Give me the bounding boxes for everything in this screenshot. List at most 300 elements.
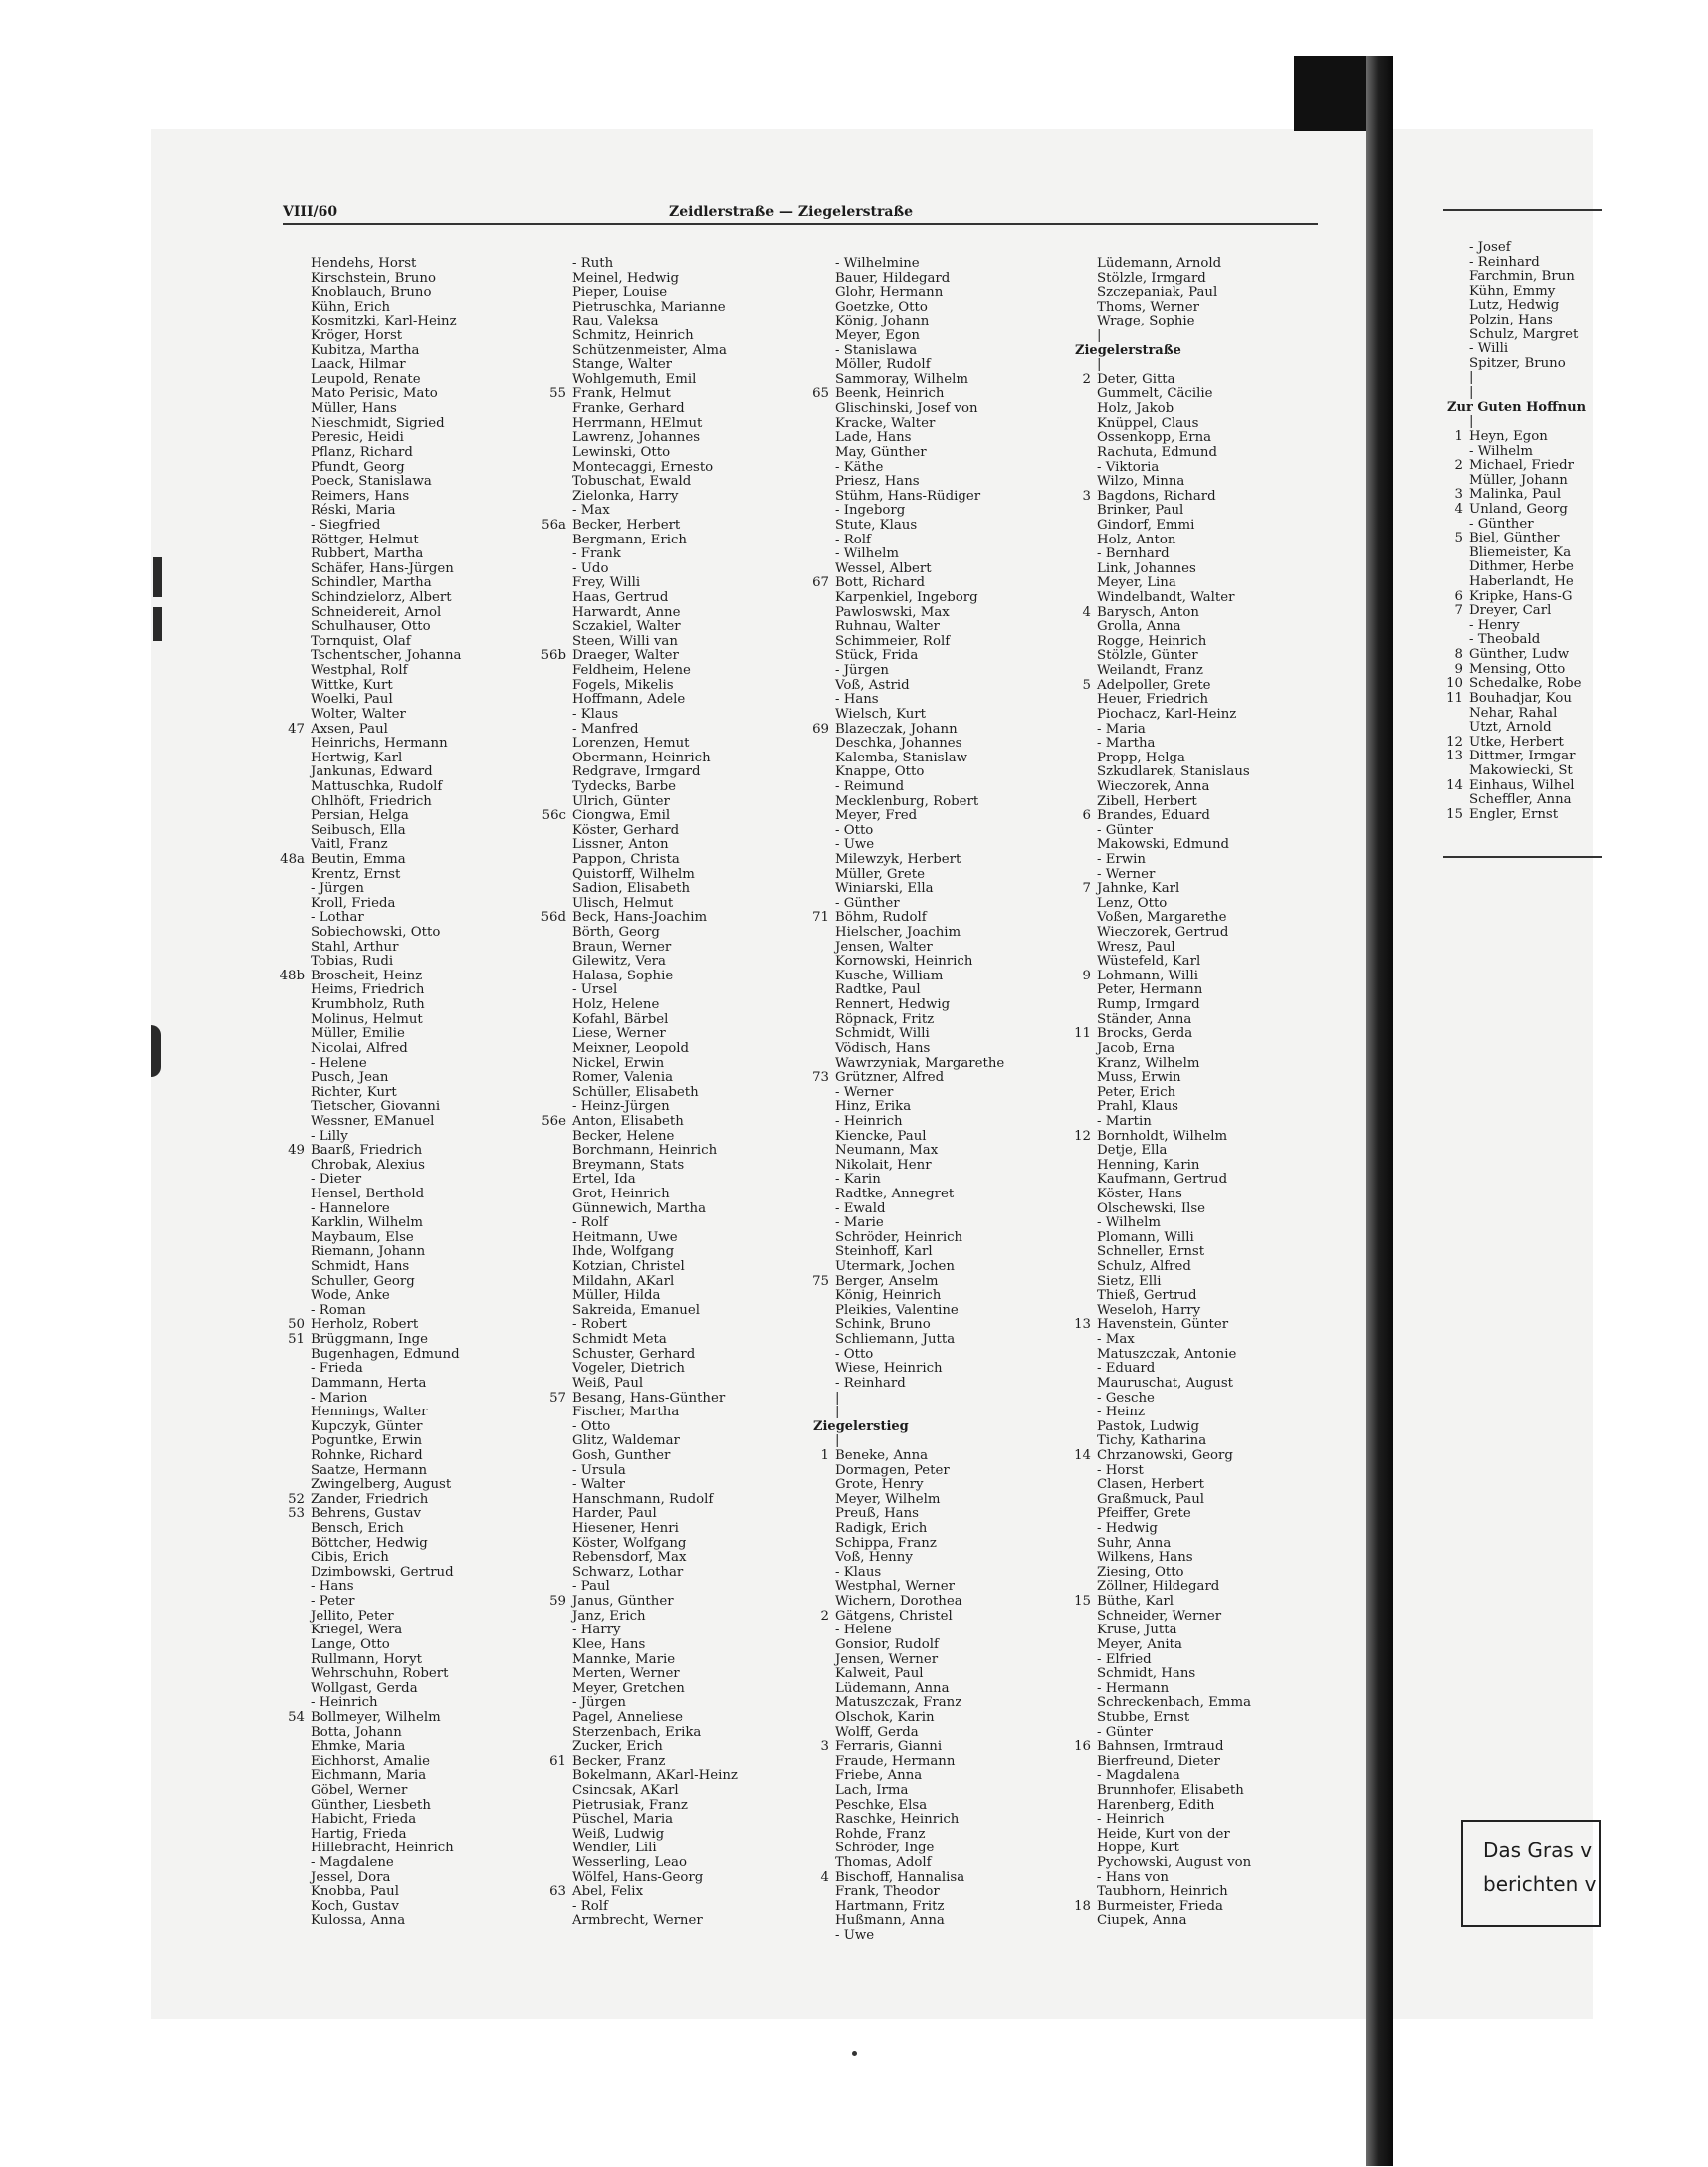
resident-entry xyxy=(813,882,1074,897)
resident-entry xyxy=(550,387,811,402)
house-number: 5 xyxy=(1454,531,1463,546)
resident-name: Holz, Helene xyxy=(572,997,660,1013)
resident-name: Thieß, Gertrud xyxy=(1097,1288,1197,1304)
resident-entry xyxy=(813,1464,1074,1479)
resident-name: Mato Perisic, Mato xyxy=(311,386,438,402)
resident-entry xyxy=(813,1362,1074,1377)
resident-name: Blazeczak, Johann xyxy=(835,721,958,737)
resident-name: Braun, Werner xyxy=(572,939,672,955)
resident-entry xyxy=(289,926,549,941)
resident-entry xyxy=(813,1929,1074,1944)
resident-name: Meyer, Egon xyxy=(835,328,921,344)
resident-name: - Hermann xyxy=(1097,1680,1170,1696)
resident-entry xyxy=(1075,519,1336,534)
resident-entry xyxy=(1075,955,1336,970)
resident-name: Bagdons, Richard xyxy=(1097,488,1216,504)
resident-name: | xyxy=(1469,370,1474,386)
resident-entry xyxy=(813,1275,1074,1290)
resident-name: Sterzenbach, Erika xyxy=(572,1724,702,1740)
resident-name: - Günter xyxy=(1097,1724,1154,1740)
house-number: 69 xyxy=(812,721,829,737)
resident-name: Rennert, Hedwig xyxy=(835,997,951,1013)
resident-entry xyxy=(1075,358,1336,373)
resident-entry xyxy=(1075,1595,1336,1610)
resident-entry xyxy=(1075,1667,1336,1682)
resident-name: Bokelmann, AKarl-Heinz xyxy=(572,1768,738,1784)
resident-name: Pflanz, Richard xyxy=(311,444,413,460)
resident-name: Voßen, Margarethe xyxy=(1097,910,1227,926)
resident-name: May, Günther xyxy=(835,444,927,460)
house-number: 10 xyxy=(1446,676,1463,692)
resident-entry xyxy=(289,1522,549,1537)
resident-name: Pfundt, Georg xyxy=(311,459,405,475)
resident-name: Schmidt, Hans xyxy=(311,1259,410,1275)
resident-entry xyxy=(289,1057,549,1072)
resident-name: - Marion xyxy=(311,1390,368,1406)
resident-entry xyxy=(550,1406,811,1420)
resident-entry xyxy=(1447,663,1708,678)
resident-name: Windelbandt, Walter xyxy=(1097,590,1235,606)
house-number: 4 xyxy=(820,1869,829,1885)
resident-entry xyxy=(550,1856,811,1871)
resident-entry xyxy=(550,1130,811,1145)
resident-name: Hennings, Walter xyxy=(311,1405,428,1420)
resident-entry xyxy=(813,809,1074,824)
resident-name: Bouhadjar, Kou xyxy=(1469,690,1572,706)
house-number: 13 xyxy=(1446,749,1463,764)
resident-entry xyxy=(550,344,811,359)
resident-entry xyxy=(1075,562,1336,577)
resident-name: Réski, Maria xyxy=(311,503,396,519)
house-number: 9 xyxy=(1454,661,1463,677)
resident-name: Böttcher, Hedwig xyxy=(311,1535,428,1551)
resident-entry xyxy=(1075,1624,1336,1638)
resident-entry xyxy=(289,723,549,738)
resident-name: Beneke, Anna xyxy=(835,1447,929,1463)
resident-entry xyxy=(1075,926,1336,941)
resident-entry xyxy=(289,387,549,402)
house-number: 2 xyxy=(1082,371,1091,387)
resident-name: Behrens, Gustav xyxy=(311,1506,422,1522)
resident-name: Kosmitzki, Karl-Heinz xyxy=(311,314,457,329)
resident-entry xyxy=(550,1638,811,1653)
resident-name: - Heinrich xyxy=(1097,1812,1165,1828)
resident-entry xyxy=(289,402,549,417)
resident-name: König, Johann xyxy=(835,314,930,329)
resident-name: Hartmann, Fritz xyxy=(835,1898,945,1914)
resident-name: Scheffler, Anna xyxy=(1469,792,1572,808)
resident-entry xyxy=(550,1289,811,1304)
resident-name: Schneider, Werner xyxy=(1097,1608,1222,1624)
resident-entry xyxy=(289,1784,549,1799)
resident-name: Wichern, Dorothea xyxy=(835,1594,962,1610)
resident-entry xyxy=(550,708,811,723)
resident-entry xyxy=(1075,1696,1336,1711)
resident-entry xyxy=(813,534,1074,548)
column-2 xyxy=(540,256,811,1929)
resident-name: Schindzielorz, Albert xyxy=(311,590,452,606)
resident-entry xyxy=(289,286,549,301)
resident-name: - Erwin xyxy=(1097,851,1146,867)
resident-name: Gätgens, Christel xyxy=(835,1608,953,1624)
resident-name: Taubhorn, Heinrich xyxy=(1097,1884,1228,1900)
resident-entry xyxy=(1075,1027,1336,1042)
resident-entry xyxy=(1447,415,1708,430)
resident-name: Jensen, Werner xyxy=(835,1651,939,1667)
resident-entry xyxy=(541,808,811,824)
resident-name: Jellito, Peter xyxy=(311,1608,394,1624)
resident-name: Kulossa, Anna xyxy=(311,1913,406,1929)
resident-name: Tobuschat, Ewald xyxy=(572,474,692,490)
resident-entry xyxy=(550,1260,811,1275)
resident-entry xyxy=(1447,736,1708,751)
resident-name: Jessel, Dora xyxy=(311,1869,391,1885)
resident-name: Schmidt Meta xyxy=(572,1332,667,1348)
resident-name: Schröder, Heinrich xyxy=(835,1229,963,1245)
resident-name: - Roman xyxy=(311,1302,366,1318)
resident-entry xyxy=(289,1610,549,1625)
resident-name: Steen, Willi van xyxy=(572,633,678,649)
ad-line: berichten v xyxy=(1483,1872,1597,1896)
resident-entry xyxy=(550,1042,811,1057)
resident-entry xyxy=(1075,591,1336,606)
resident-entry xyxy=(813,301,1074,316)
resident-name: Henning, Karin xyxy=(1097,1157,1200,1173)
resident-name: Kaufmann, Gertrud xyxy=(1097,1172,1228,1188)
resident-entry xyxy=(550,1711,811,1726)
house-number: 57 xyxy=(549,1390,566,1406)
resident-name: Link, Johannes xyxy=(1097,560,1196,576)
resident-name: Bierfreund, Dieter xyxy=(1097,1753,1220,1769)
resident-entry xyxy=(1075,765,1336,780)
resident-entry xyxy=(813,1478,1074,1493)
resident-entry xyxy=(289,1493,549,1508)
resident-entry xyxy=(1075,723,1336,738)
resident-entry xyxy=(813,1071,1074,1086)
resident-entry xyxy=(289,649,549,664)
resident-name: - Robert xyxy=(572,1317,627,1333)
resident-entry xyxy=(289,591,549,606)
resident-entry xyxy=(1447,328,1708,343)
resident-name: Hiesener, Henri xyxy=(572,1521,679,1537)
resident-entry xyxy=(550,1682,811,1697)
resident-entry xyxy=(1075,446,1336,461)
resident-entry xyxy=(289,1289,549,1304)
resident-name: Westphal, Rolf xyxy=(311,663,408,679)
resident-entry xyxy=(813,591,1074,606)
resident-name: - Siegfried xyxy=(311,517,381,533)
resident-name: Sobiechowski, Otto xyxy=(311,925,441,941)
resident-name: - Ewald xyxy=(835,1200,886,1216)
resident-name: Becker, Helene xyxy=(572,1128,675,1144)
resident-name: Hensel, Berthold xyxy=(311,1187,425,1201)
resident-entry xyxy=(289,1231,549,1246)
resident-entry xyxy=(813,286,1074,301)
resident-name: Schindler, Martha xyxy=(311,575,432,591)
resident-entry xyxy=(1075,1856,1336,1871)
resident-name: Glitz, Waldemar xyxy=(572,1433,680,1449)
resident-name: Adelpoller, Grete xyxy=(1097,677,1211,693)
resident-name: Voß, Astrid xyxy=(835,677,910,693)
resident-name: - Heinrich xyxy=(311,1695,378,1711)
resident-name: Schedalke, Robe xyxy=(1469,676,1582,692)
resident-name: - Wilhelm xyxy=(835,546,899,562)
resident-entry xyxy=(541,517,811,534)
resident-entry xyxy=(550,1100,811,1115)
resident-entry xyxy=(1075,780,1336,795)
house-number: 75 xyxy=(812,1273,829,1289)
resident-entry xyxy=(289,1755,549,1770)
resident-name: - Eduard xyxy=(1097,1361,1156,1377)
resident-entry xyxy=(1075,1216,1336,1231)
resident-entry xyxy=(550,970,811,984)
resident-name: Ständer, Anna xyxy=(1097,1011,1192,1027)
resident-entry xyxy=(550,1304,811,1319)
resident-name: Wölfel, Hans-Georg xyxy=(572,1869,704,1885)
resident-name: - Lilly xyxy=(311,1128,348,1144)
house-number: 7 xyxy=(1082,881,1091,897)
resident-entry xyxy=(289,1071,549,1086)
resident-entry xyxy=(550,1551,811,1566)
resident-entry xyxy=(550,983,811,998)
resident-entry xyxy=(550,1202,811,1217)
house-number: 56c xyxy=(541,808,566,824)
resident-name: Maybaum, Else xyxy=(311,1229,414,1245)
resident-entry xyxy=(289,620,549,635)
book-gutter xyxy=(1366,56,1393,2166)
resident-name: Rohde, Franz xyxy=(835,1826,926,1842)
resident-entry xyxy=(1075,1551,1336,1566)
resident-entry xyxy=(813,1784,1074,1799)
resident-entry xyxy=(1075,882,1336,897)
resident-entry xyxy=(813,1013,1074,1028)
resident-entry xyxy=(1075,1653,1336,1668)
resident-name: Schröder, Inge xyxy=(835,1841,935,1856)
resident-entry xyxy=(1075,315,1336,329)
resident-name: - Reinhard xyxy=(835,1375,906,1391)
resident-name: Axsen, Paul xyxy=(311,721,388,737)
house-number: 11 xyxy=(1074,1026,1091,1042)
resident-name: Wilkens, Hans xyxy=(1097,1550,1193,1566)
resident-name: - Heinz-Jürgen xyxy=(572,1099,670,1115)
resident-name: - Heinz xyxy=(1097,1405,1146,1420)
resident-name: Peschke, Elsa xyxy=(835,1797,928,1813)
resident-entry xyxy=(550,998,811,1013)
house-number: 14 xyxy=(1074,1447,1091,1463)
resident-name: Prahl, Klaus xyxy=(1097,1099,1179,1115)
resident-name: Raschke, Heinrich xyxy=(835,1812,960,1828)
resident-entry xyxy=(1075,1289,1336,1304)
resident-entry xyxy=(1075,1173,1336,1188)
resident-name: Frey, Willi xyxy=(572,575,641,591)
resident-name: Borchmann, Heinrich xyxy=(572,1143,718,1159)
resident-entry xyxy=(1075,1755,1336,1770)
resident-entry xyxy=(1075,1726,1336,1741)
resident-entry xyxy=(813,1188,1074,1202)
resident-name: Farchmin, Brun xyxy=(1469,269,1575,285)
resident-name: Kirschstein, Bruno xyxy=(311,270,436,286)
resident-entry xyxy=(289,998,549,1013)
resident-name: Janus, Günther xyxy=(572,1594,674,1610)
resident-name: Dreyer, Carl xyxy=(1469,603,1552,619)
resident-name: Püschel, Maria xyxy=(572,1812,673,1828)
resident-name: Haas, Gertrud xyxy=(572,590,669,606)
resident-entry xyxy=(550,1610,811,1625)
resident-entry xyxy=(550,882,811,897)
resident-name: Pastok, Ludwig xyxy=(1097,1418,1200,1434)
resident-entry xyxy=(1075,387,1336,402)
resident-entry xyxy=(289,1318,549,1333)
house-number: 14 xyxy=(1446,777,1463,793)
resident-entry xyxy=(289,576,549,591)
resident-entry xyxy=(1075,1013,1336,1028)
resident-name: Pfeiffer, Grete xyxy=(1097,1506,1191,1522)
resident-entry xyxy=(279,968,549,984)
resident-entry xyxy=(813,693,1074,708)
house-number: 4 xyxy=(1454,501,1463,517)
resident-entry xyxy=(289,1348,549,1363)
resident-entry xyxy=(289,635,549,650)
resident-name: Lawrenz, Johannes xyxy=(572,430,701,446)
resident-entry xyxy=(550,1173,811,1188)
resident-name: Makowiecki, St xyxy=(1469,762,1573,778)
resident-name: - Helene xyxy=(311,1055,367,1071)
resident-entry xyxy=(813,752,1074,766)
resident-name: Makowski, Edmund xyxy=(1097,837,1230,853)
resident-entry xyxy=(1075,1769,1336,1784)
resident-name: Steinhoff, Karl xyxy=(835,1244,933,1260)
resident-entry xyxy=(289,1144,549,1159)
house-number: 63 xyxy=(549,1884,566,1900)
resident-entry xyxy=(1075,1392,1336,1407)
resident-name: Jahnke, Karl xyxy=(1097,881,1180,897)
resident-name: Botta, Johann xyxy=(311,1724,402,1740)
resident-entry xyxy=(813,1173,1074,1188)
resident-entry xyxy=(550,1784,811,1799)
resident-entry xyxy=(813,402,1074,417)
resident-entry xyxy=(550,373,811,388)
resident-name: - Magdalena xyxy=(1097,1768,1180,1784)
resident-entry xyxy=(289,1013,549,1028)
resident-entry xyxy=(1075,1507,1336,1522)
resident-name: - Günter xyxy=(1097,822,1154,838)
resident-entry xyxy=(289,417,549,432)
resident-name: Liese, Werner xyxy=(572,1026,666,1042)
resident-entry xyxy=(1075,649,1336,664)
resident-entry xyxy=(289,1914,549,1929)
resident-name: Draeger, Walter xyxy=(572,648,679,664)
resident-name: Tietscher, Giovanni xyxy=(311,1099,441,1115)
resident-name: Ohlhöft, Friedrich xyxy=(311,793,432,809)
resident-name: - Rolf xyxy=(835,532,871,547)
resident-entry xyxy=(813,708,1074,723)
resident-name: Broscheit, Heinz xyxy=(311,968,423,983)
resident-name: Polzin, Hans xyxy=(1469,313,1553,328)
resident-name: Göbel, Werner xyxy=(311,1782,408,1798)
resident-entry xyxy=(289,1260,549,1275)
resident-entry xyxy=(1075,1260,1336,1275)
resident-name: Seibusch, Ella xyxy=(311,822,406,838)
resident-name: Matuszczak, Franz xyxy=(835,1695,962,1711)
resident-name: Kracke, Walter xyxy=(835,415,936,431)
resident-entry xyxy=(550,955,811,970)
resident-entry xyxy=(813,1711,1074,1726)
house-number: 12 xyxy=(1074,1128,1091,1144)
house-number: 15 xyxy=(1446,806,1463,822)
resident-name: Dammann, Herta xyxy=(311,1375,427,1391)
resident-name: Ihde, Wolfgang xyxy=(572,1244,675,1260)
resident-entry xyxy=(550,1348,811,1363)
resident-entry xyxy=(1075,1828,1336,1842)
resident-entry xyxy=(813,1842,1074,1856)
resident-entry xyxy=(289,504,549,519)
house-number: 8 xyxy=(1454,647,1463,663)
resident-entry xyxy=(1075,1115,1336,1130)
resident-entry xyxy=(813,1057,1074,1072)
resident-name: Klee, Hans xyxy=(572,1636,646,1652)
resident-entry xyxy=(289,1885,549,1900)
resident-name: - Uwe xyxy=(835,837,875,853)
resident-name: - Otto xyxy=(572,1418,611,1434)
resident-name: Persian, Helga xyxy=(311,808,409,824)
resident-name: - Marie xyxy=(835,1215,884,1231)
resident-entry xyxy=(289,1362,549,1377)
resident-name: - Bernhard xyxy=(1097,546,1170,562)
resident-name: Lüdemann, Anna xyxy=(835,1680,950,1696)
resident-entry xyxy=(813,868,1074,883)
resident-entry xyxy=(1075,1362,1336,1377)
column-3 xyxy=(813,257,1074,1944)
resident-name: Meyer, Gretchen xyxy=(572,1680,685,1696)
resident-name: Rau, Valeksa xyxy=(572,314,659,329)
resident-name: Holz, Anton xyxy=(1097,532,1176,547)
resident-name: Ferraris, Gianni xyxy=(835,1739,943,1755)
resident-entry xyxy=(550,431,811,446)
resident-name: Lenz, Otto xyxy=(1097,895,1168,911)
resident-entry xyxy=(1075,272,1336,287)
resident-name: Günther, Ludw xyxy=(1469,647,1570,663)
resident-entry xyxy=(550,504,811,519)
resident-name: Bischoff, Hannalisa xyxy=(835,1869,965,1885)
resident-entry xyxy=(550,534,811,548)
resident-entry xyxy=(813,998,1074,1013)
page-dot xyxy=(852,2051,857,2056)
resident-name: Saatze, Hermann xyxy=(311,1462,428,1478)
resident-name: Wessel, Albert xyxy=(835,560,932,576)
resident-name: Zander, Friedrich xyxy=(311,1491,429,1507)
resident-name: Fischer, Martha xyxy=(572,1405,680,1420)
resident-entry xyxy=(550,1537,811,1552)
resident-name: Kalweit, Paul xyxy=(835,1666,924,1682)
resident-name: Fraude, Hermann xyxy=(835,1753,956,1769)
resident-entry xyxy=(813,780,1074,795)
resident-entry xyxy=(550,838,811,853)
resident-entry xyxy=(550,1885,811,1900)
resident-name: Hertwig, Karl xyxy=(311,750,403,765)
resident-name: Obermann, Heinrich xyxy=(572,750,711,765)
resident-name: Lange, Otto xyxy=(311,1636,390,1652)
resident-entry xyxy=(289,1027,549,1042)
resident-name: Weseloh, Harry xyxy=(1097,1302,1201,1318)
resident-name: - Ursula xyxy=(572,1462,626,1478)
resident-entry xyxy=(550,1507,811,1522)
resident-name: Redgrave, Irmgard xyxy=(572,764,701,780)
resident-entry xyxy=(289,1638,549,1653)
resident-name: Ulisch, Helmut xyxy=(572,895,674,911)
resident-name: Schwarz, Lothar xyxy=(572,1564,684,1580)
resident-name: Lorenzen, Hemut xyxy=(572,736,690,752)
resident-name: Weiß, Paul xyxy=(572,1375,644,1391)
